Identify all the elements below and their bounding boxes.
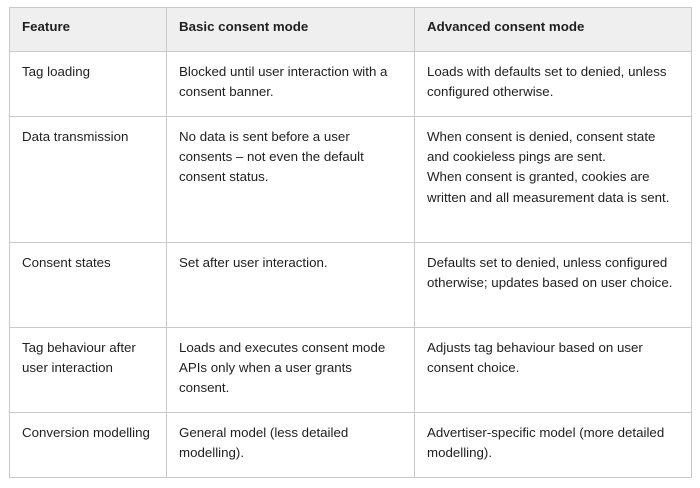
header-advanced-consent-mode: Advanced consent mode [415,8,692,52]
advanced-cell: Loads with defaults set to denied, unless configured otherwise. [415,52,692,117]
basic-cell: General model (less detailed modelling). [167,413,415,478]
basic-cell: Blocked until user interaction with a consent banner. [167,52,415,117]
advanced-cell: Adjusts tag behaviour based on user consent choice. [415,328,692,413]
comparison-table-container [9,7,691,478]
table-row [10,413,692,478]
consent-mode-comparison-table [9,7,692,478]
feature-cell: Tag behaviour after user interaction [10,328,167,413]
header-basic-consent-mode: Basic consent mode [167,8,415,52]
table-row [10,52,692,117]
feature-cell: Conversion modelling [10,413,167,478]
basic-cell: No data is sent before a user consents – not even the default consent status. [167,117,415,243]
header-row [10,8,692,52]
table-row [10,328,692,413]
table-header [10,8,692,52]
feature-cell: Data transmission [10,117,167,243]
feature-cell: Tag loading [10,52,167,117]
table-row [10,117,692,243]
table-body [10,52,692,478]
basic-cell: Set after user interaction. [167,243,415,328]
feature-cell: Consent states [10,243,167,328]
header-feature: Feature [10,8,167,52]
basic-cell: Loads and executes consent mode APIs only when a user grants consent. [167,328,415,413]
advanced-cell: When consent is denied, consent state and cookieless pings are sent. When consent is granted, cookies are written and all measurement data is sent. [415,117,692,243]
table-row [10,243,692,328]
advanced-cell: Defaults set to denied, unless configured otherwise; updates based on user choice. [415,243,692,328]
advanced-cell: Advertiser-specific model (more detailed modelling). [415,413,692,478]
